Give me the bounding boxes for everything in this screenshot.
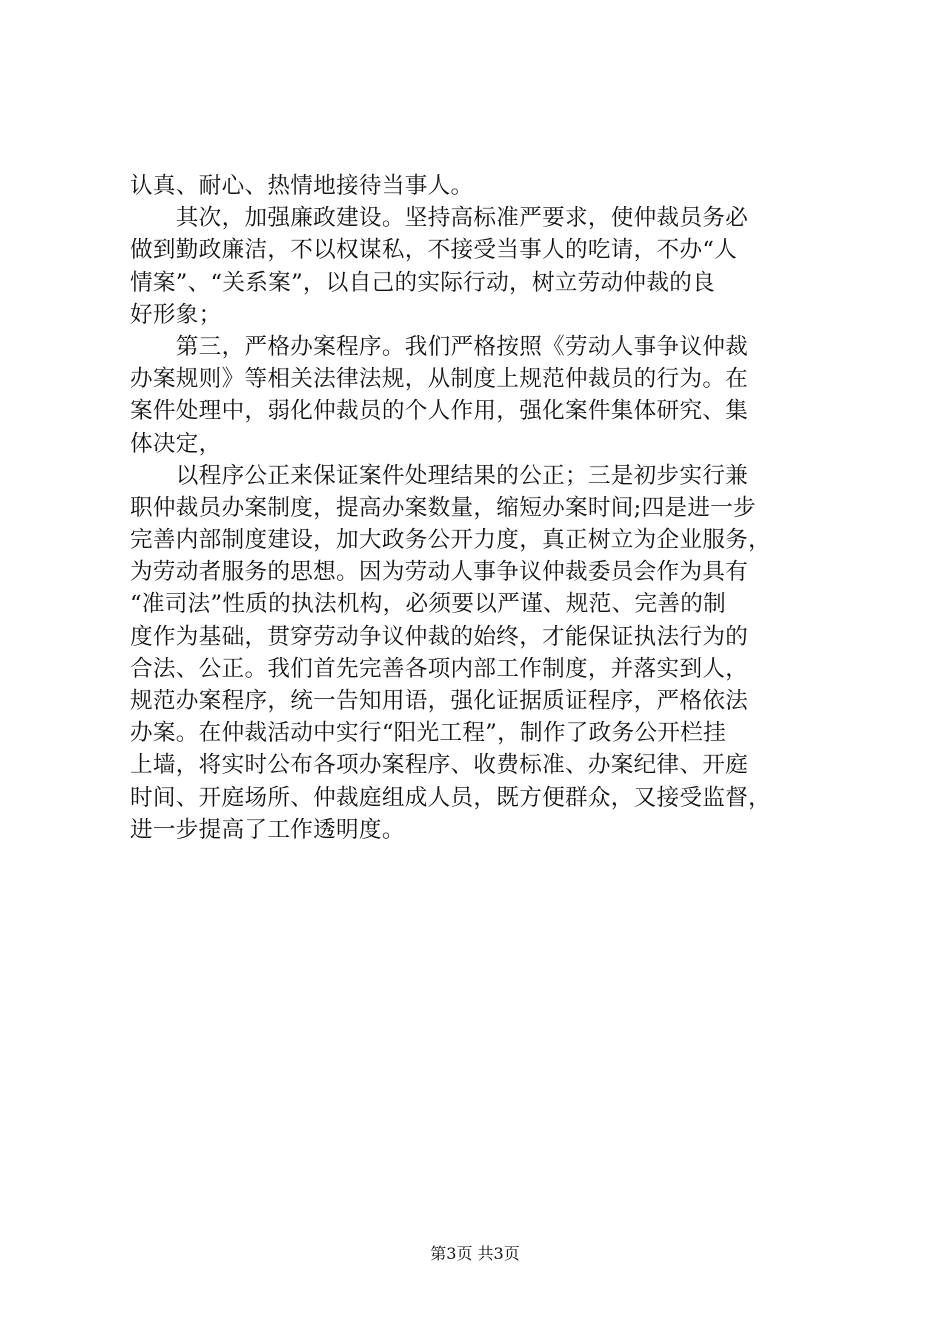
text-line: 度作为基础，贯穿劳动争议仲裁的始终，才能保证执法行为的: [130, 623, 749, 650]
text-line: “准司法”性质的执法机构，必须要以严谨、规范、完善的制: [130, 591, 727, 618]
text-line: 案件处理中，弱化仲裁员的个人作用，强化案件集体研究、集: [130, 398, 749, 425]
body-text: [130, 170, 830, 846]
text-line: 合法、公正。我们首先完善各项内部工作制度，并落实到人，: [130, 655, 749, 682]
text-line: 完善内部制度建设，加大政务公开力度，真正树立为企业服务，: [130, 527, 772, 554]
page-footer: 第3页 共3页: [430, 1244, 520, 1263]
text-line: 做到勤政廉洁，不以权谋私，不接受当事人的吃请，不办“人: [130, 237, 738, 264]
text-line: 其次，加强廉政建设。坚持高标准严要求，使仲裁员务必: [130, 205, 749, 232]
text-line: 上墙，将实时公布各项办案程序、收费标准、办案纪律、开庭: [130, 752, 749, 779]
text-line: 认真、耐心、热情地接待当事人。: [130, 173, 474, 199]
text-line: 以程序公正来保证案件处理结果的公正；三是初步实行兼: [130, 462, 749, 489]
text-line: 时间、开庭场所、仲裁庭组成人员，既方便群众，又接受监督，: [130, 784, 772, 811]
text-line: 进一步提高了工作透明度。: [130, 816, 405, 843]
text-line: 第三，严格办案程序。我们严格按照《劳动人事争议仲裁: [130, 333, 749, 360]
text-line: 好形象；: [130, 301, 222, 328]
text-line: 为劳动者服务的思想。因为劳动人事争议仲裁委员会作为具有: [130, 559, 749, 586]
text-line: 规范办案程序，统一告知用语，强化证据质证程序，严格依法: [130, 688, 749, 714]
text-line: 办案规则》等相关法律法规，从制度上规范仲裁员的行为。在: [130, 366, 749, 393]
text-line: 职仲裁员办案制度，提高办案数量，缩短办案时间;四是进一步: [130, 494, 757, 521]
text-line: 办案。在仲裁活动中实行“阳光工程”，制作了政务公开栏挂: [130, 720, 727, 747]
text-line: 情案”、“关系案”，以自己的实际行动，树立劳动仲裁的良: [130, 269, 716, 296]
text-line: 体决定，: [130, 430, 222, 457]
